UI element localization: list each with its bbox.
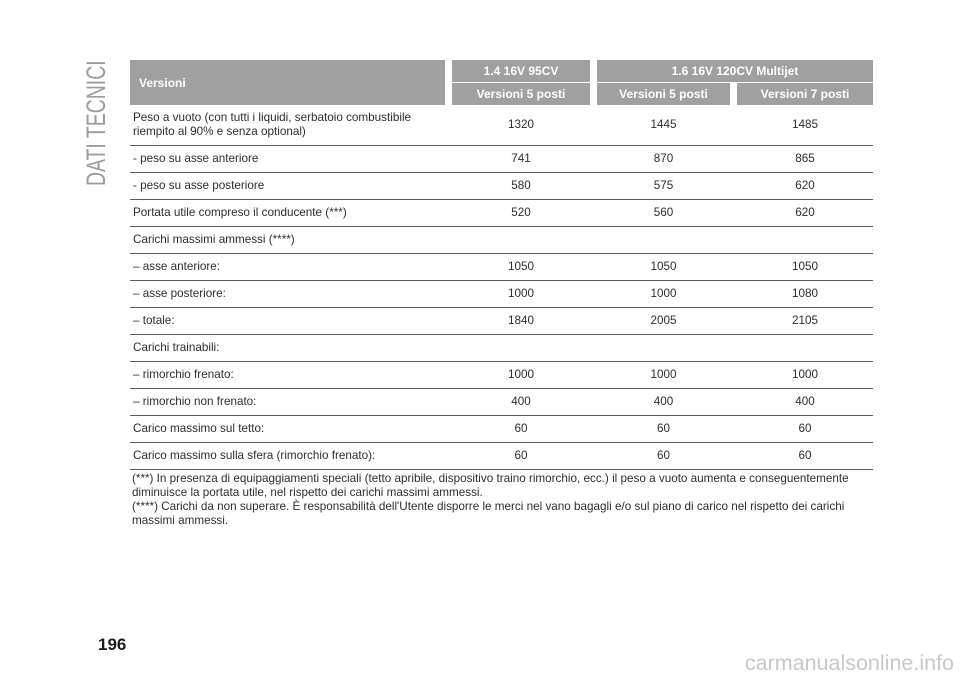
- row-label: - peso su asse anteriore: [133, 152, 259, 165]
- footnote-triple-asterisk: (***) In presenza di equipaggiamenti speciali (tetto apribile, dispositivo traino rimorchio, ecc.) il peso a vuoto aumenta e conseguentemente diminuisce la portata utile, nel rispetto dei carichi massimi ammessi.: [132, 472, 849, 499]
- header-engine-1-4: 1.4 16V 95CV: [452, 60, 590, 82]
- table-header: [130, 60, 873, 105]
- value-col-1: 1000: [507, 368, 534, 381]
- row-label: – rimorchio frenato:: [133, 368, 234, 381]
- value-col-2: 60: [656, 422, 670, 435]
- row-asse-posteriore: [130, 281, 873, 308]
- value-col-2: 575: [653, 179, 674, 192]
- row-label: Peso a vuoto (con tutti i liquidi, serbatoio combustibile riempito al 90% e senza optional): [133, 111, 412, 138]
- value-col-2: 400: [653, 395, 674, 408]
- value-col-3: 1485: [791, 118, 818, 131]
- row-totale: [130, 308, 873, 335]
- value-col-1: 741: [511, 152, 531, 165]
- row-carico-tetto: [130, 416, 873, 443]
- row-portata-utile: [130, 200, 873, 227]
- watermark: carmanualsonline.info: [744, 651, 954, 675]
- row-label: – totale:: [133, 314, 175, 327]
- value-col-1: 580: [511, 179, 531, 192]
- row-label: – asse anteriore:: [133, 260, 221, 273]
- value-col-2: 1445: [650, 118, 677, 131]
- value-col-3: 60: [798, 449, 812, 462]
- row-label: Carichi massimi ammessi (****): [133, 233, 295, 246]
- row-peso-a-vuoto: [130, 105, 873, 146]
- row-rimorchio-non-frenato: [130, 389, 873, 416]
- value-col-3: 865: [795, 152, 815, 165]
- row-asse-anteriore: [130, 254, 873, 281]
- value-col-2: 60: [656, 449, 670, 462]
- row-label: Carico massimo sul tetto:: [133, 422, 265, 435]
- row-label: Carichi trainabili:: [133, 341, 220, 354]
- row-peso-asse-anteriore: [130, 146, 873, 173]
- row-peso-asse-posteriore: [130, 173, 873, 200]
- value-col-1: 400: [511, 395, 531, 408]
- value-col-3: 2105: [791, 314, 818, 327]
- header-variant-col-3: Versioni 7 posti: [737, 83, 873, 105]
- weights-table: [130, 60, 873, 470]
- value-col-2: 1000: [650, 368, 677, 381]
- section-title-vertical: DATI TECNICI: [81, 60, 111, 187]
- value-col-3: 400: [795, 395, 815, 408]
- value-col-1: 60: [514, 449, 528, 462]
- footnote-quadruple-asterisk: (****) Carichi da non superare. È responsabilità dell'Utente disporre le merci nel vano bagagli e/o sul piano di carico nel rispetto dei carichi massimi ammessi.: [132, 500, 845, 527]
- header-versions-label: Versioni: [130, 60, 445, 105]
- value-col-3: 60: [798, 422, 812, 435]
- value-col-1: 1320: [507, 118, 534, 131]
- value-col-1: 520: [511, 206, 531, 219]
- value-col-2: 870: [653, 152, 674, 165]
- row-label: - peso su asse posteriore: [133, 179, 265, 192]
- value-col-1: 1050: [507, 260, 534, 273]
- row-rimorchio-frenato: [130, 362, 873, 389]
- row-label: Portata utile compreso il conducente (***): [133, 206, 347, 219]
- footnotes: [132, 472, 873, 528]
- row-carichi-trainabili-heading: [130, 335, 873, 362]
- row-label: – asse posteriore:: [133, 287, 226, 300]
- value-col-1: 60: [514, 422, 528, 435]
- row-label: – rimorchio non frenato:: [133, 395, 257, 408]
- value-col-2: 1050: [650, 260, 677, 273]
- value-col-3: 1000: [791, 368, 818, 381]
- page-number: 196: [98, 635, 127, 654]
- value-col-3: 1080: [791, 287, 818, 300]
- value-col-2: 1000: [650, 287, 677, 300]
- value-col-3: 1050: [791, 260, 818, 273]
- header-variant-col-2: Versioni 5 posti: [597, 83, 730, 105]
- header-variant-col-1: Versioni 5 posti: [452, 83, 590, 105]
- value-col-3: 620: [795, 206, 815, 219]
- row-carico-sfera: [130, 443, 873, 470]
- value-col-1: 1840: [507, 314, 534, 327]
- row-carichi-massimi-heading: [130, 227, 873, 254]
- value-col-2: 2005: [650, 314, 677, 327]
- value-col-2: 560: [653, 206, 674, 219]
- value-col-3: 620: [795, 179, 815, 192]
- header-engine-1-6-multijet: 1.6 16V 120CV Multijet: [597, 60, 873, 82]
- row-label: Carico massimo sulla sfera (rimorchio frenato):: [133, 449, 376, 462]
- value-col-1: 1000: [507, 287, 534, 300]
